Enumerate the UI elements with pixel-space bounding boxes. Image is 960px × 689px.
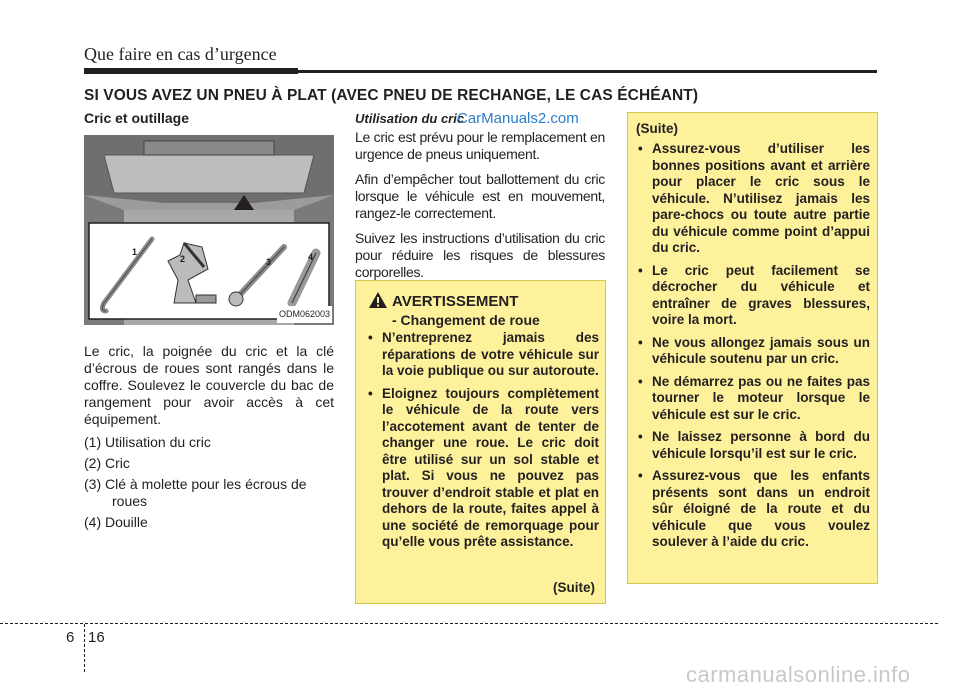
warning-heading: AVERTISSEMENT [392, 293, 519, 310]
warning-bullet: • N’entreprenez jamais des réparations de votre véhicule sur la voie publique ou sur autoroute. [366, 330, 599, 380]
list-item: (4) Douille [84, 514, 148, 530]
list-item: (3) Clé à molette pour les écrous de roues [84, 476, 307, 509]
list-item: (1) Utilisation du cric [84, 434, 211, 450]
warning-list-continued [636, 141, 870, 557]
list-item: (2) Cric [84, 455, 130, 471]
header-rule-accent [84, 68, 298, 74]
warning-triangle-icon [368, 291, 388, 309]
tools-figure [84, 135, 334, 325]
subhead-cric-outillage: Cric et outillage [84, 110, 190, 126]
suite-label: (Suite) [636, 121, 678, 136]
warning-subheading: - Changement de roue [392, 312, 540, 328]
section-title: SI VOUS AVEZ UN PNEU À PLAT (AVEC PNEU DE RECHANGE, LE CAS ÉCHÉANT) [84, 87, 699, 104]
column-2 [355, 110, 605, 289]
column-1 [84, 110, 334, 535]
subhead-utilisation: Utilisation du cric [355, 111, 465, 126]
warning-bullet: • Ne vous allongez jamais sous un véhicule soutenu par un cric. [636, 335, 870, 368]
figure-label-3: 3 [266, 257, 272, 267]
paragraph: Le cric est prévu pour le remplacement en urgence de pneus uniquement. [355, 129, 605, 162]
warning-bullet: • Ne démarrez pas ou ne faites pas tourner le moteur lorsque le véhicule est sur le cric. [636, 374, 870, 424]
figure-label-1: 1 [132, 247, 138, 257]
footer-rule [0, 623, 938, 624]
page-number: 16 [88, 629, 105, 646]
figure-label-4: 4 [308, 252, 314, 262]
intro-paragraph: Le cric, la poignée du cric et la clé d’écrous de roues sont rangés dans le coffre. Soulevez le couvercle du bac de rangement pour avoir accès à cet équipement. [84, 343, 334, 427]
warning-box [355, 280, 606, 604]
page-header-title: Que faire en cas d’urgence [84, 44, 277, 64]
warning-bullet: • Assurez-vous d’utiliser les bonnes positions avant et arrière pour placer le cric sous le véhicule. N’utilisez jamais les pare-chocs ou toute autre partie du véhicule comme point d’appui du cric. [636, 141, 870, 257]
warning-bullet: • Ne laissez personne à bord du véhicule lorsqu’il est sur le cric. [636, 429, 870, 462]
figure-label-2: 2 [180, 254, 186, 264]
warning-bullet: • Assurez-vous que les enfants présents sont dans un endroit sûr éloigné de la route et du véhicule que vous voulez soulever à l’aide du cric. [636, 468, 870, 551]
warning-box-continued [627, 112, 878, 584]
figure-caption: ODM062003 [277, 306, 332, 323]
warning-bullet: • Eloignez toujours complètement le véhicule de la route vers l’accotement avant de tenter de changer une roue. Le cric doit être utilisé sur un sol stable et plat. Si vous ne pouvez pas trouver d’endroit stable et plat en dehors de la route, faites appel à une société de remorquage pour qu’elle vous prête assistance. [366, 386, 599, 551]
watermark-link[interactable]: CarManuals2.com [457, 110, 579, 127]
footer-divider [84, 624, 85, 672]
warning-bullet: • Le cric peut facilement se décrocher du véhicule et entraîner de graves blessures, voire la mort. [636, 263, 870, 329]
paragraph: Afin d’empêcher tout ballottement du cric lorsque le véhicule est en mouvement, rangez-le correctement. [355, 171, 605, 221]
footer-site-watermark: carmanualsonline.info [686, 662, 911, 687]
chapter-number: 6 [66, 629, 75, 646]
warning-list [366, 330, 599, 557]
paragraph: Suivez les instructions d’utilisation du cric pour réduire les risques de blessures corporelles. [355, 230, 605, 280]
trunk-tools-illustration [84, 135, 334, 325]
warning-suite: (Suite) [553, 580, 595, 595]
